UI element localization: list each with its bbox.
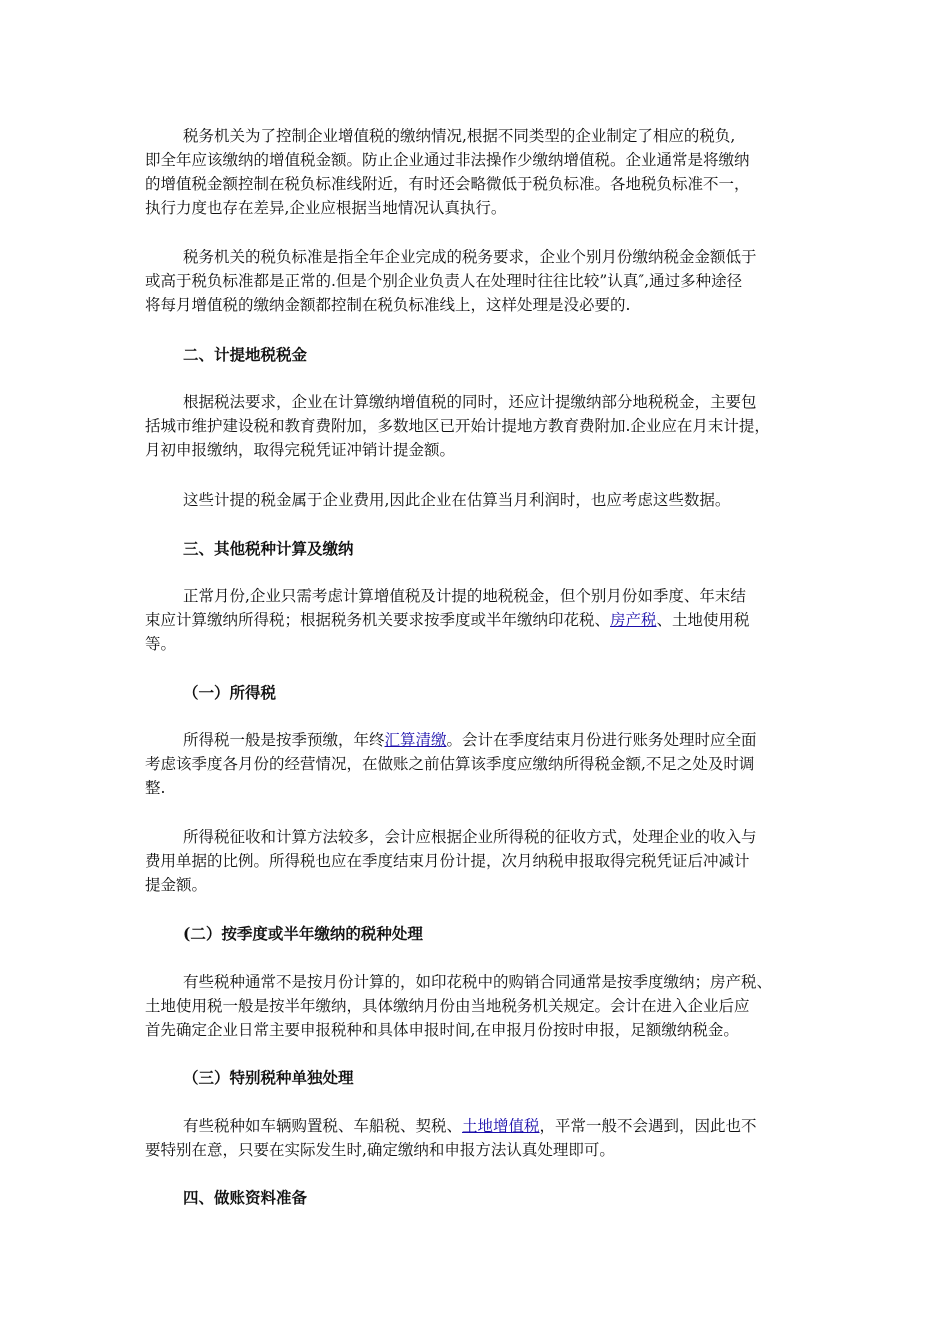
heading-income-tax: （一）所得税	[183, 683, 277, 702]
text-segment: 所得税一般是按季预缴，年终	[183, 731, 385, 749]
text-line: 或高于税负标准都是正常的.但是个别企业负责人在处理时往往比较”认真″,通过多种途径	[145, 272, 743, 290]
text-line: 执行力度也存在差异,企业应根据当地情况认真执行。	[145, 199, 507, 217]
paragraph-income-tax-methods	[145, 825, 815, 897]
text-line: 考虑该季度各月份的经营情况，在做账之前估算该季度应缴纳所得税金额,不足之处及时调	[145, 755, 755, 773]
text-segment: 、土地使用税	[656, 611, 750, 629]
heading-other-taxes: 三、其他税种计算及缴纳	[183, 539, 354, 558]
text-line: 首先确定企业日常主要申报税种和具体申报时间,在申报月份按时申报，足额缴纳税金。	[145, 1021, 739, 1039]
text-line: 费用单据的比例。所得税也应在季度结束月份计提，次月纳税申报取得完税凭证后冲减计	[145, 852, 750, 870]
text-line: 月初申报缴纳，取得完税凭证冲销计提金额。	[145, 441, 456, 459]
text-line: 提金额。	[145, 876, 208, 894]
paragraph-income-tax-prepayment	[145, 728, 815, 800]
paragraph-other-taxes-overview	[145, 584, 815, 656]
text-line	[145, 608, 815, 632]
text-segment: 束应计算缴纳所得税；根据税务机关要求按季度或半年缴纳印花税、	[145, 611, 611, 629]
text-line: 税务机关的税负标准是指全年企业完成的税务要求，企业个别月份缴纳税金金额低于	[183, 248, 757, 266]
text-line: 这些计提的税金属于企业费用,因此企业在估算当月利润时，也应考虑这些数据。	[183, 491, 731, 509]
heading-local-tax-accrual: 二、计提地税税金	[183, 345, 308, 364]
text-line: 有些税种通常不是按月份计算的，如印花税中的购销合同通常是按季度缴纳；房产税、	[183, 973, 773, 991]
link-annual-settlement[interactable]: 汇算清缴	[384, 731, 447, 749]
text-line: 将每月增值税的缴纳金额都控制在税负标准线上，这样处理是没必要的.	[145, 296, 631, 314]
text-segment: 有些税种如车辆购置税、车船税、契税、	[183, 1117, 463, 1135]
text-line: 即全年应该缴纳的增值税金额。防止企业通过非法操作少缴纳增值税。企业通常是将缴纳	[145, 151, 750, 169]
paragraph-special-taxes	[145, 1114, 815, 1162]
link-property-tax[interactable]: 房产税	[610, 611, 657, 629]
heading-special-taxes: （三）特别税种单独处理	[183, 1068, 354, 1087]
text-segment: ，平常一般不会遇到，因此也不	[539, 1117, 757, 1135]
text-line: 所得税征收和计算方法较多，会计应根据企业所得税的征收方式，处理企业的收入与	[183, 828, 757, 846]
text-line	[145, 1114, 815, 1138]
paragraph-tax-burden-standard	[145, 124, 815, 220]
text-line: 税务机关为了控制企业增值税的缴纳情况,根据不同类型的企业制定了相应的税负,	[183, 127, 736, 145]
text-line: 括城市维护建设税和教育费附加，多数地区已开始计提地方教育费附加.企业应在月末计提，	[145, 417, 770, 435]
text-line: 整.	[145, 779, 166, 797]
text-line: 等。	[145, 635, 177, 653]
text-line: 土地使用税一般是按半年缴纳，具体缴纳月份由当地税务机关规定。会计在进入企业后应	[145, 997, 750, 1015]
link-land-value-added-tax[interactable]: 土地增值税	[462, 1117, 540, 1135]
heading-quarterly-taxes: (二）按季度或半年缴纳的税种处理	[183, 924, 423, 943]
text-line: 要特别在意，只要在实际发生时,确定缴纳和申报方法认真处理即可。	[145, 1141, 615, 1159]
paragraph-accrued-tax-expense	[145, 488, 815, 512]
text-line	[145, 728, 815, 752]
text-line: 根据税法要求，企业在计算缴纳增值税的同时，还应计提缴纳部分地税税金，主要包	[183, 393, 757, 411]
paragraph-tax-burden-explanation	[145, 245, 815, 317]
heading-bookkeeping-preparation: 四、做账资料准备	[183, 1188, 308, 1207]
text-segment: 。会计在季度结束月份进行账务处理时应全面	[446, 731, 757, 749]
text-line: 的增值税金额控制在税负标准线附近，有时还会略微低于税负标准。各地税负标准不一，	[145, 175, 750, 193]
text-line: 正常月份,企业只需考虑计算增值税及计提的地税税金，但个别月份如季度、年末结	[183, 587, 746, 605]
paragraph-local-tax-requirements	[145, 390, 815, 462]
paragraph-quarterly-taxes	[145, 970, 815, 1042]
